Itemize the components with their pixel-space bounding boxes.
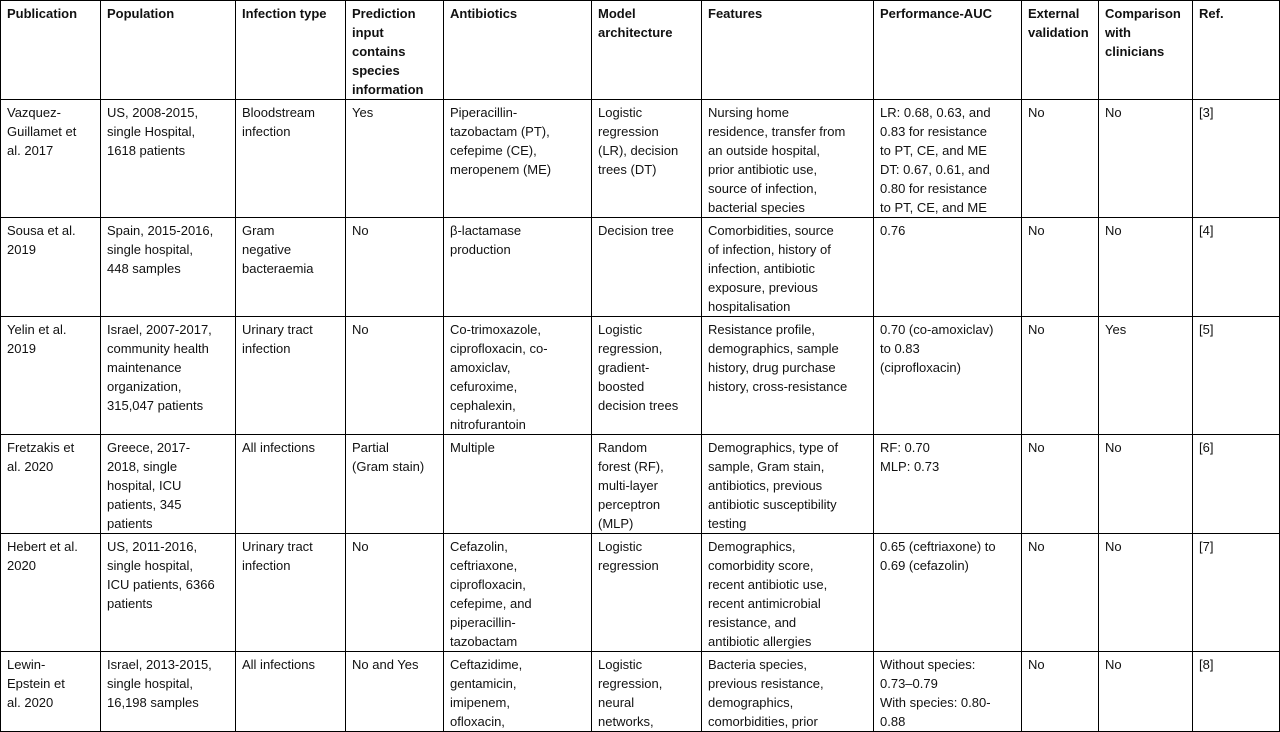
cell-text-line: with	[1105, 25, 1131, 40]
cell-text-line: All infections	[242, 440, 315, 455]
cell-text-line: Yes	[352, 105, 374, 120]
cell-text-line: history, drug purchase	[708, 360, 836, 375]
cell-text-line: cefepime, and	[450, 596, 532, 611]
cell-text-line: to 0.83	[880, 341, 920, 356]
cell-text-line: patients	[107, 516, 153, 531]
cell-text-line: neural	[598, 695, 635, 710]
cell-text-line: Population	[107, 6, 175, 21]
cell-text-line: [7]	[1199, 539, 1214, 554]
cell-text-line: production	[450, 242, 511, 257]
cell-text-line: No	[1028, 223, 1045, 238]
cell-text-line: Comparison	[1105, 6, 1181, 21]
cell-text-line: (MLP)	[598, 516, 634, 531]
cell-text-line: Hebert et al.	[7, 539, 78, 554]
cell-text-line: 16,198 samples	[107, 695, 199, 710]
cell-text-line: hospitalisation	[708, 299, 791, 314]
cell-text-line: hospital, ICU	[107, 478, 182, 493]
cell-text-line: No	[1105, 657, 1122, 672]
cell-text-line: Random	[598, 440, 648, 455]
column-header-prediction-input-species	[346, 1, 444, 100]
cell-text-line: input	[352, 25, 384, 40]
cell-text-line: regression	[598, 558, 659, 573]
cell-text-line: Partial	[352, 440, 389, 455]
cell-text-line: tazobactam	[450, 634, 518, 649]
cell-text-line: organization,	[107, 379, 182, 394]
cell-text-line: al. 2020	[7, 695, 54, 710]
cell-text-line: Lewin-	[7, 657, 46, 672]
cell-population	[101, 317, 236, 435]
cell-text-line: 1618 patients	[107, 143, 186, 158]
cell-text-line: 2018, single	[107, 459, 178, 474]
cell-text-line: Israel, 2013-2015,	[107, 657, 212, 672]
cell-external-validation	[1022, 534, 1099, 652]
column-header-model-architecture	[592, 1, 702, 100]
cell-performance-auc	[874, 218, 1022, 317]
cell-publication	[1, 317, 101, 435]
table-row	[1, 534, 1280, 652]
cell-antibiotics	[444, 317, 592, 435]
cell-text-line: Features	[708, 6, 763, 21]
cell-publication	[1, 100, 101, 218]
cell-text-line: MLP: 0.73	[880, 459, 940, 474]
cell-infection-type	[236, 317, 346, 435]
cell-infection-type	[236, 435, 346, 534]
cell-text-line: boosted	[598, 379, 645, 394]
column-header-ref	[1193, 1, 1280, 100]
cell-comparison-with-clinicians	[1099, 317, 1193, 435]
cell-text-line: Antibiotics	[450, 6, 518, 21]
cell-text-line: ceftriaxone,	[450, 558, 518, 573]
cell-text-line: single hospital,	[107, 242, 193, 257]
cell-text-line: history, cross-resistance	[708, 379, 848, 394]
cell-comparison-with-clinicians	[1099, 435, 1193, 534]
cell-text-line: Spain, 2015-2016,	[107, 223, 214, 238]
table-row	[1, 100, 1280, 218]
cell-text-line: bacterial species	[708, 200, 805, 215]
cell-ref	[1193, 317, 1280, 435]
cell-text-line: Bloodstream	[242, 105, 315, 120]
cell-text-line: 2019	[7, 242, 36, 257]
cell-ref	[1193, 100, 1280, 218]
cell-external-validation	[1022, 435, 1099, 534]
cell-text-line: No	[1028, 322, 1045, 337]
cell-ref	[1193, 435, 1280, 534]
cell-text-line: No	[1028, 105, 1045, 120]
cell-text-line: Publication	[7, 6, 78, 21]
table-row	[1, 435, 1280, 534]
cell-model-architecture	[592, 435, 702, 534]
cell-text-line: al. 2020	[7, 459, 54, 474]
cell-model-architecture	[592, 534, 702, 652]
cell-performance-auc	[874, 317, 1022, 435]
cell-ref	[1193, 218, 1280, 317]
cell-text-line: (Gram stain)	[352, 459, 425, 474]
cell-text-line: single hospital,	[107, 558, 193, 573]
cell-text-line: 0.80 for resistance	[880, 181, 987, 196]
cell-text-line: No	[1105, 223, 1122, 238]
cell-antibiotics	[444, 100, 592, 218]
cell-text-line: Ceftazidime,	[450, 657, 523, 672]
cell-text-line: to PT, CE, and ME	[880, 143, 987, 158]
cell-text-line: validation	[1028, 25, 1089, 40]
cell-text-line: Multiple	[450, 440, 495, 455]
cell-text-line: US, 2011-2016,	[107, 539, 198, 554]
cell-text-line: demographics,	[708, 695, 794, 710]
cell-features	[702, 435, 874, 534]
cell-text-line: β-lactamase	[450, 223, 522, 238]
cell-text-line: antibiotic allergies	[708, 634, 812, 649]
cell-text-line: demographics, sample	[708, 341, 839, 356]
cell-text-line: [5]	[1199, 322, 1214, 337]
cell-text-line: Epstein et	[7, 676, 65, 691]
cell-text-line: sample, Gram stain,	[708, 459, 825, 474]
cell-text-line: multi-layer	[598, 478, 658, 493]
cell-text-line: 0.76	[880, 223, 906, 238]
cell-text-line: Model	[598, 6, 636, 21]
cell-text-line: community health	[107, 341, 209, 356]
cell-text-line: 315,047 patients	[107, 398, 204, 413]
cell-text-line: Logistic	[598, 322, 643, 337]
table-row	[1, 218, 1280, 317]
cell-text-line: comorbidity score,	[708, 558, 814, 573]
cell-text-line: meropenem (ME)	[450, 162, 552, 177]
cell-text-line: 2019	[7, 341, 36, 356]
cell-antibiotics	[444, 534, 592, 652]
header-row	[1, 1, 1280, 100]
cell-text-line: Without species:	[880, 657, 976, 672]
cell-text-line: ofloxacin,	[450, 714, 505, 729]
cell-performance-auc	[874, 100, 1022, 218]
cell-publication	[1, 534, 101, 652]
cell-text-line: No	[352, 223, 369, 238]
cell-text-line: infection	[242, 341, 291, 356]
cell-text-line: Comorbidities, source	[708, 223, 834, 238]
cell-text-line: [8]	[1199, 657, 1214, 672]
cell-text-line: of infection, history of	[708, 242, 831, 257]
cell-text-line: perceptron	[598, 497, 661, 512]
table-body	[1, 100, 1280, 732]
cell-text-line: 0.70 (co-amoxiclav)	[880, 322, 994, 337]
cell-external-validation	[1022, 218, 1099, 317]
cell-text-line: Demographics, type of	[708, 440, 839, 455]
cell-text-line: Co-trimoxazole,	[450, 322, 542, 337]
cell-text-line: single Hospital,	[107, 124, 196, 139]
cell-text-line: Logistic	[598, 539, 643, 554]
cell-performance-auc	[874, 534, 1022, 652]
cell-text-line: [6]	[1199, 440, 1214, 455]
cell-text-line: single hospital,	[107, 676, 193, 691]
cell-text-line: Performance-AUC	[880, 6, 992, 21]
cell-comparison-with-clinicians	[1099, 534, 1193, 652]
cell-text-line: contains	[352, 44, 406, 59]
cell-text-line: networks,	[598, 714, 654, 729]
cell-comparison-with-clinicians	[1099, 100, 1193, 218]
cell-text-line: (ciprofloxacin)	[880, 360, 961, 375]
cell-text-line: an outside hospital,	[708, 143, 821, 158]
column-header-performance-auc	[874, 1, 1022, 100]
cell-text-line: No	[1028, 657, 1045, 672]
cell-text-line: Decision tree	[598, 223, 674, 238]
cell-text-line: Yes	[1105, 322, 1127, 337]
cell-text-line: No	[352, 322, 369, 337]
table-row	[1, 317, 1280, 435]
cell-text-line: Greece, 2017-	[107, 440, 191, 455]
cell-model-architecture	[592, 100, 702, 218]
cell-text-line: imipenem,	[450, 695, 510, 710]
cell-population	[101, 534, 236, 652]
cell-text-line: No	[352, 539, 369, 554]
cell-text-line: maintenance	[107, 360, 182, 375]
column-header-comparison-with-clinicians	[1099, 1, 1193, 100]
cell-text-line: regression	[598, 124, 659, 139]
cell-text-line: Demographics,	[708, 539, 796, 554]
cell-features	[702, 218, 874, 317]
cell-text-line: resistance, and	[708, 615, 797, 630]
column-header-features	[702, 1, 874, 100]
table-header	[1, 1, 1280, 100]
cell-text-line: forest (RF),	[598, 459, 664, 474]
cell-text-line: 2020	[7, 558, 36, 573]
cell-comparison-with-clinicians	[1099, 218, 1193, 317]
cell-text-line: nitrofurantoin	[450, 417, 526, 432]
cell-text-line: comorbidities, prior	[708, 714, 818, 729]
column-header-infection-type	[236, 1, 346, 100]
cell-external-validation	[1022, 317, 1099, 435]
cell-text-line: negative	[242, 242, 292, 257]
cell-external-validation	[1022, 100, 1099, 218]
cell-features	[702, 317, 874, 435]
cell-text-line: recent antimicrobial	[708, 596, 821, 611]
cell-text-line: regression,	[598, 341, 663, 356]
column-header-population	[101, 1, 236, 100]
cell-text-line: previous resistance,	[708, 676, 824, 691]
cell-text-line: No	[1105, 539, 1122, 554]
cell-text-line: species	[352, 63, 400, 78]
cell-features	[702, 100, 874, 218]
cell-infection-type	[236, 218, 346, 317]
cell-text-line: antibiotic susceptibility	[708, 497, 837, 512]
cell-performance-auc	[874, 435, 1022, 534]
cell-text-line: cefepime (CE),	[450, 143, 537, 158]
cell-text-line: Gram	[242, 223, 275, 238]
cell-text-line: 448 samples	[107, 261, 181, 276]
cell-text-line: ciprofloxacin,	[450, 577, 526, 592]
cell-text-line: patients, 345	[107, 497, 182, 512]
cell-text-line: ciprofloxacin, co-	[450, 341, 548, 356]
cell-text-line: (LR), decision	[598, 143, 679, 158]
cell-text-line: information	[352, 82, 424, 97]
cell-text-line: RF: 0.70	[880, 440, 930, 455]
cell-infection-type	[236, 534, 346, 652]
cell-text-line: Israel, 2007-2017,	[107, 322, 212, 337]
cell-text-line: No	[1028, 440, 1045, 455]
cell-text-line: ICU patients, 6366	[107, 577, 215, 592]
cell-text-line: Prediction	[352, 6, 416, 21]
cell-text-line: Piperacillin-	[450, 105, 518, 120]
cell-text-line: Nursing home	[708, 105, 789, 120]
cell-text-line: testing	[708, 516, 747, 531]
cell-text-line: LR: 0.68, 0.63, and	[880, 105, 991, 120]
cell-text-line: No and Yes	[352, 657, 419, 672]
cell-text-line: Bacteria species,	[708, 657, 807, 672]
cell-text-line: Ref.	[1199, 6, 1224, 21]
cell-text-line: With species: 0.80-	[880, 695, 991, 710]
cell-text-line: [3]	[1199, 105, 1214, 120]
cell-text-line: Sousa et al.	[7, 223, 76, 238]
column-header-publication	[1, 1, 101, 100]
cell-prediction-input-species	[346, 100, 444, 218]
cell-prediction-input-species	[346, 534, 444, 652]
cell-prediction-input-species	[346, 218, 444, 317]
cell-text-line: gentamicin,	[450, 676, 517, 691]
cell-text-line: clinicians	[1105, 44, 1165, 59]
cell-text-line: recent antibiotic use,	[708, 577, 828, 592]
cell-prediction-input-species	[346, 435, 444, 534]
cell-text-line: US, 2008-2015,	[107, 105, 199, 120]
cell-text-line: 0.65 (ceftriaxone) to	[880, 539, 996, 554]
cell-publication	[1, 435, 101, 534]
cell-text-line: architecture	[598, 25, 673, 40]
cell-text-line: DT: 0.67, 0.61, and	[880, 162, 990, 177]
cell-text-line: regression,	[598, 676, 663, 691]
cell-text-line: 0.88	[880, 714, 906, 729]
column-header-antibiotics	[444, 1, 592, 100]
cell-text-line: No	[1105, 440, 1122, 455]
cell-text-line: piperacillin-	[450, 615, 516, 630]
cell-antibiotics	[444, 218, 592, 317]
cell-prediction-input-species	[346, 317, 444, 435]
cell-text-line: Vazquez-	[7, 105, 61, 120]
cell-text-line: to PT, CE, and ME	[880, 200, 987, 215]
cell-text-line: trees (DT)	[598, 162, 657, 177]
cell-text-line: Infection type	[242, 6, 327, 21]
cell-model-architecture	[592, 317, 702, 435]
cell-model-architecture	[592, 218, 702, 317]
cell-text-line: exposure, previous	[708, 280, 818, 295]
cell-publication	[1, 218, 101, 317]
cell-text-line: amoxiclav,	[450, 360, 511, 375]
cell-text-line: Logistic	[598, 105, 643, 120]
cell-text-line: antibiotics, previous	[708, 478, 823, 493]
cell-text-line: No	[1028, 539, 1045, 554]
cell-text-line: infection	[242, 124, 291, 139]
cell-population	[101, 100, 236, 218]
cell-text-line: prior antibiotic use,	[708, 162, 818, 177]
cell-text-line: al. 2017	[7, 143, 54, 158]
cell-text-line: Urinary tract	[242, 539, 313, 554]
cell-text-line: Yelin et al.	[7, 322, 67, 337]
cell-text-line: patients	[107, 596, 153, 611]
cell-text-line: External	[1028, 6, 1080, 21]
cell-text-line: 0.69 (cefazolin)	[880, 558, 969, 573]
cell-population	[101, 435, 236, 534]
cell-ref	[1193, 534, 1280, 652]
cell-infection-type	[236, 100, 346, 218]
cell-text-line: [4]	[1199, 223, 1214, 238]
cell-text-line: cefuroxime,	[450, 379, 518, 394]
cell-text-line: source of infection,	[708, 181, 818, 196]
cell-text-line: Resistance profile,	[708, 322, 815, 337]
cell-text-line: infection, antibiotic	[708, 261, 815, 276]
cell-text-line: All infections	[242, 657, 315, 672]
cell-text-line: 0.83 for resistance	[880, 124, 987, 139]
cell-text-line: gradient-	[598, 360, 650, 375]
cell-text-line: decision trees	[598, 398, 679, 413]
cell-text-line: No	[1105, 105, 1122, 120]
cell-population	[101, 218, 236, 317]
cell-text-line: residence, transfer from	[708, 124, 846, 139]
cell-text-line: cephalexin,	[450, 398, 516, 413]
cell-text-line: tazobactam (PT),	[450, 124, 550, 139]
cell-text-line: Cefazolin,	[450, 539, 508, 554]
cell-text-line: Fretzakis et	[7, 440, 75, 455]
column-header-external-validation	[1022, 1, 1099, 100]
cell-text-line: 0.73–0.79	[880, 676, 938, 691]
cell-features	[702, 534, 874, 652]
cell-text-line: bacteraemia	[242, 261, 314, 276]
cell-antibiotics	[444, 435, 592, 534]
cell-text-line: Guillamet et	[7, 124, 77, 139]
cell-text-line: infection	[242, 558, 291, 573]
cell-text-line: Urinary tract	[242, 322, 313, 337]
cell-text-line: Logistic	[598, 657, 643, 672]
